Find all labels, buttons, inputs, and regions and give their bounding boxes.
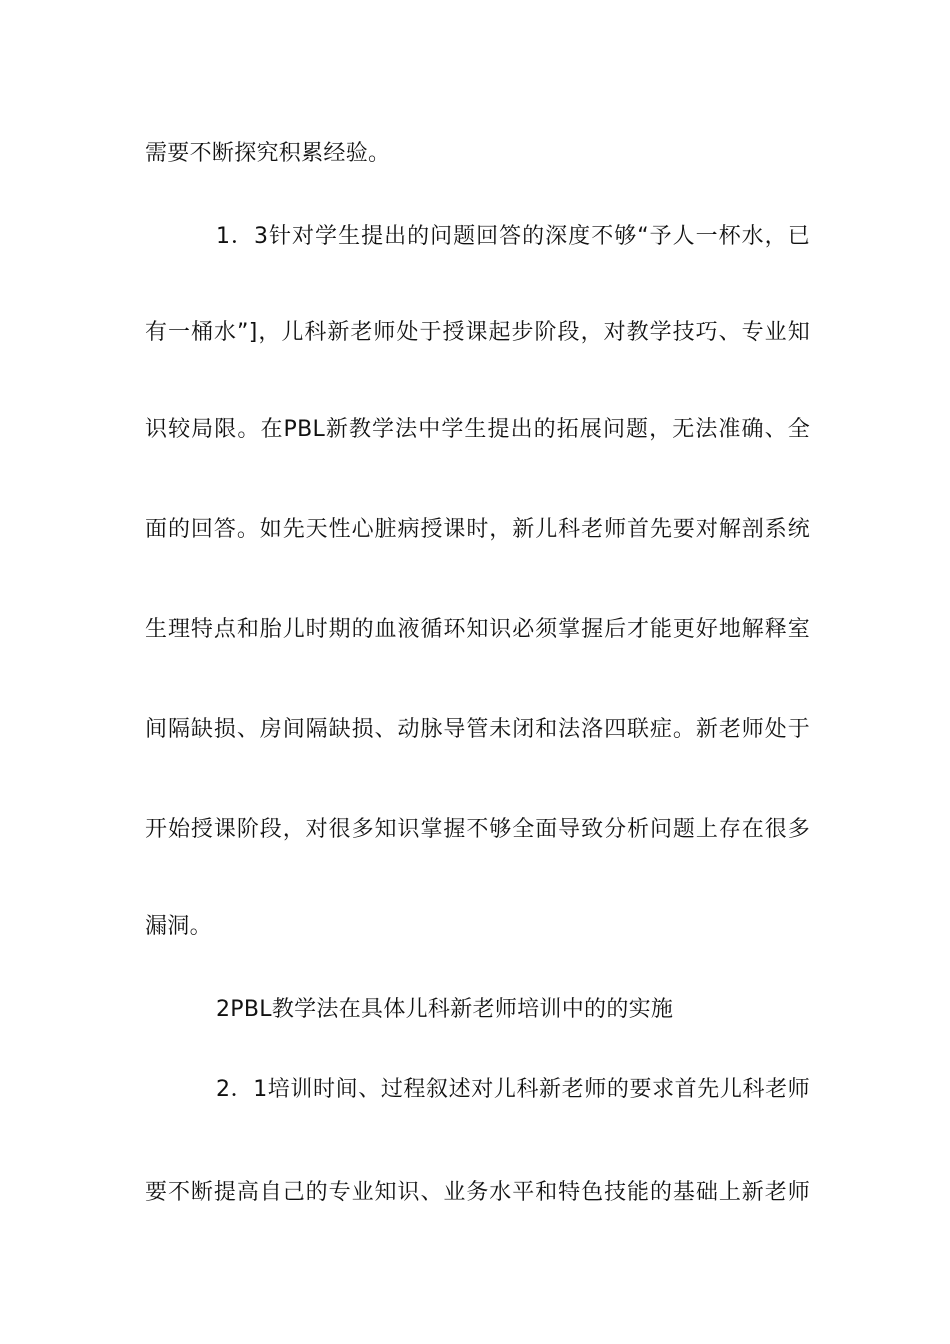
section-heading-2: 2PBL教学法在具体儿科新老师培训中的的实施 bbox=[216, 997, 674, 1022]
text-line-9: 漏洞。 bbox=[145, 914, 212, 939]
section-heading-2-1: 2．1培训时间、过程叙述对儿科新老师的要求首先儿科老师 bbox=[216, 1077, 810, 1102]
text-line-8: 开始授课阶段，对很多知识掌握不够全面导致分析问题上存在很多 bbox=[145, 817, 810, 842]
section-heading-1-3: 1．3针对学生提出的问题回答的深度不够“予人一杯水，已 bbox=[216, 224, 810, 249]
text-line-5: 面的回答。如先天性心脏病授课时，新儿科老师首先要对解剖系统 bbox=[145, 517, 810, 542]
text-line-1: 需要不断探究积累经验。 bbox=[145, 141, 391, 166]
text-line-12: 要不断提高自己的专业知识、业务水平和特色技能的基础上新老师 bbox=[145, 1180, 810, 1205]
text-line-7: 间隔缺损、房间隔缺损、动脉导管未闭和法洛四联症。新老师处于 bbox=[145, 717, 810, 742]
text-line-6: 生理特点和胎儿时期的血液循环知识必须掌握后才能更好地解释室 bbox=[145, 617, 810, 642]
text-line-3: 有一桶水”]，儿科新老师处于授课起步阶段，对教学技巧、专业知 bbox=[145, 320, 810, 345]
text-line-4: 识较局限。在PBL新教学法中学生提出的拓展问题，无法准确、全 bbox=[145, 417, 810, 442]
